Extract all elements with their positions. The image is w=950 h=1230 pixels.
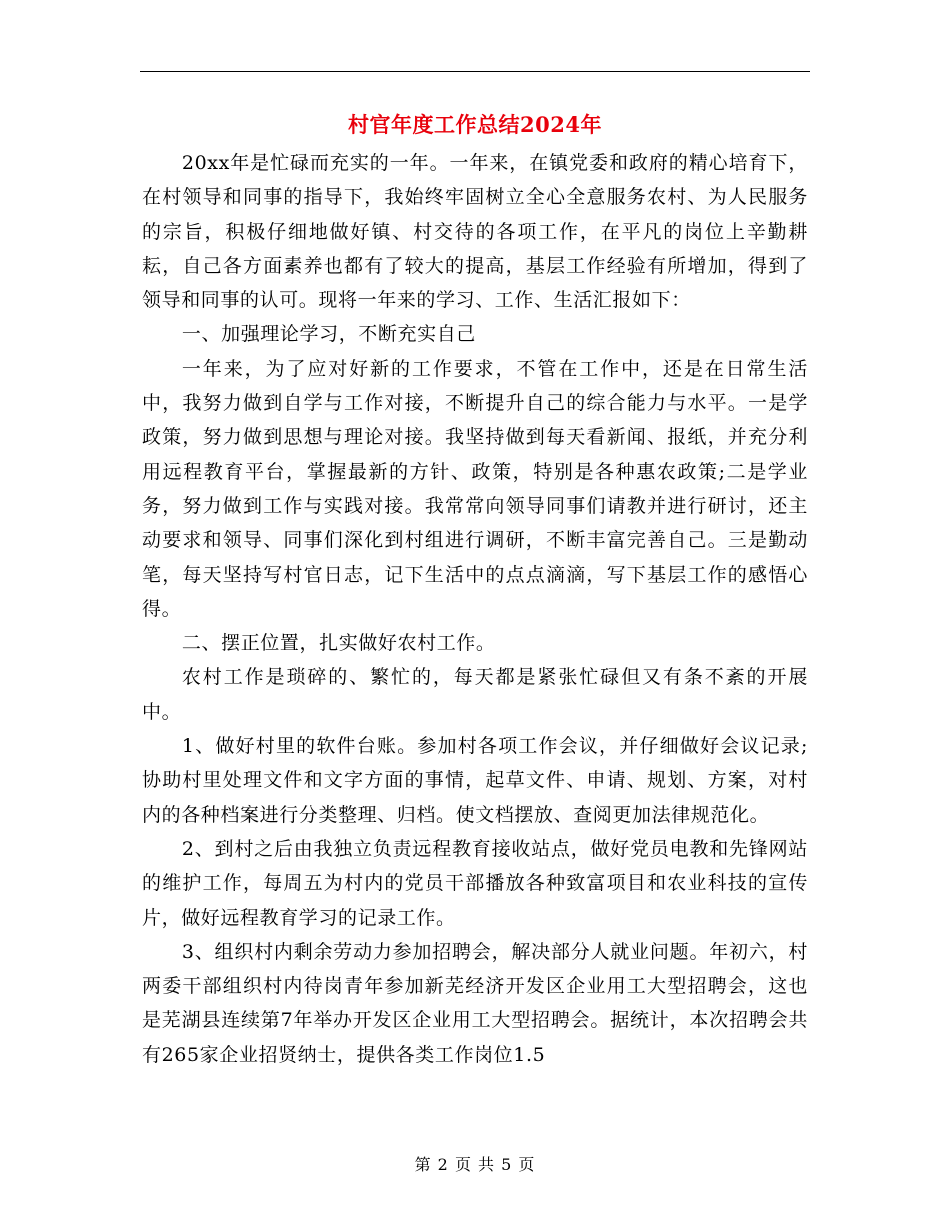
section-heading-2: 二、摆正位置，扎实做好农村工作。	[181, 632, 496, 655]
paragraph-item-3: 3、组织村内剩余劳动力参加招聘会，解决部分人就业问题。年初六，村两委干部组织村内待岗青年参加新芜经济开发区企业用工大型招聘会，这也是芜湖县连续第7年举办开发区企业用工大型招聘会。据统计，本次招聘会共有265家企业招贤纳士，提供各类工作岗位1.5	[142, 940, 808, 1066]
document-body	[142, 146, 808, 1072]
paragraph-study: 一年来，为了应对好新的工作要求，不管在工作中，还是在日常生活中，我努力做到自学与工作对接，不断提升自己的综合能力与水平。一是学政策，努力做到思想与理论对接。我坚持做到每天看新闻、报纸，并充分利用远程教育平台，掌握最新的方针、政策，特别是各种惠农政策;二是学业务，努力做到工作与实践对接。我常常向领导同事们请教并进行研讨，还主动要求和领导、同事们深化到村组进行调研，不断丰富完善自己。三是勤动笔，每天坚持写村官日志，记下生活中的点点滴滴，写下基层工作的感悟心得。	[142, 357, 808, 620]
section-heading-1: 一、加强理论学习，不断充实自己	[181, 323, 476, 346]
paragraph-item-2: 2、到村之后由我独立负责远程教育接收站点，做好党员电教和先锋网站的维护工作，每周五为村内的党员干部播放各种致富项目和农业科技的宣传片，做好远程教育学习的记录工作。	[142, 837, 808, 929]
document-title: 村官年度工作总结2024年	[348, 112, 602, 137]
page-footer: 第 2 页 共 5 页	[414, 1155, 536, 1174]
paragraph-item-1: 1、做好村里的软件台账。参加村各项工作会议，并仔细做好会议记录;协助村里处理文件和文字方面的事情，起草文件、申请、规划、方案，对村内的各种档案进行分类整理、归档。使文档摆放、查阅更加法律规范化。	[142, 735, 808, 826]
header-rule	[140, 71, 810, 72]
paragraph-intro: 20xx年是忙碌而充实的一年。一年来，在镇党委和政府的精心培育下，在村领导和同事的指导下，我始终牢固树立全心全意服务农村、为人民服务的宗旨，积极仔细地做好镇、村交待的各项工作，在平凡的岗位上辛勤耕耘，自己各方面素养也都有了较大的提高，基层工作经验有所增加，得到了领导和同事的认可。现将一年来的学习、工作、生活汇报如下：	[142, 152, 808, 312]
paragraph-rural-work: 农村工作是琐碎的、繁忙的，每天都是紧张忙碌但又有条不紊的开展中。	[142, 666, 808, 723]
